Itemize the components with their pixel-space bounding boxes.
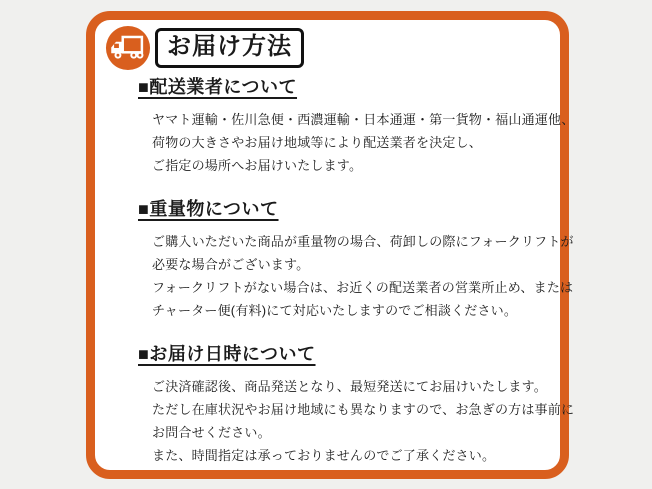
text-line: 必要な場合がございます。 xyxy=(152,257,310,272)
section-heading: ■配送業者について xyxy=(138,77,298,97)
truck-icon xyxy=(105,25,151,71)
panel-header xyxy=(95,20,560,71)
section-delivery-date xyxy=(138,340,575,467)
text-line: 荷物の大きさやお届け地域等により配送業者を決定し、 xyxy=(152,135,483,150)
delivery-info-panel xyxy=(86,11,575,479)
sections-container xyxy=(95,71,575,467)
text-line: ただし在庫状況やお届け地域にも異なりますので、お急ぎの方は事前に xyxy=(152,402,575,417)
panel-title: お届け方法 xyxy=(155,28,304,69)
section-body xyxy=(152,375,575,467)
text-line: ご指定の場所へお届けいたします。 xyxy=(152,158,363,173)
text-line: お問合せください。 xyxy=(152,425,271,440)
section-body xyxy=(152,230,574,322)
section-body xyxy=(152,108,575,177)
text-line: チャーター便(有料)にて対応いたしますのでご相談ください。 xyxy=(152,303,518,318)
section-heading: ■お届け日時について xyxy=(138,344,316,364)
text-line: ご購入いただいた商品が重量物の場合、荷卸しの際にフォークリフトが xyxy=(152,234,574,249)
section-heading: ■重量物について xyxy=(138,199,279,219)
text-line: ヤマト運輸・佐川急便・西濃運輸・日本通運・第一貨物・福山通運他、 xyxy=(152,112,575,127)
section-carriers xyxy=(138,73,575,177)
text-line: フォークリフトがない場合は、お近くの配送業者の営業所止め、または xyxy=(152,280,574,295)
text-line: ご決済確認後、商品発送となり、最短発送にてお届けいたします。 xyxy=(152,379,547,394)
section-heavy-items xyxy=(138,195,574,322)
text-line: また、時間指定は承っておりませんのでご了承ください。 xyxy=(152,448,496,463)
